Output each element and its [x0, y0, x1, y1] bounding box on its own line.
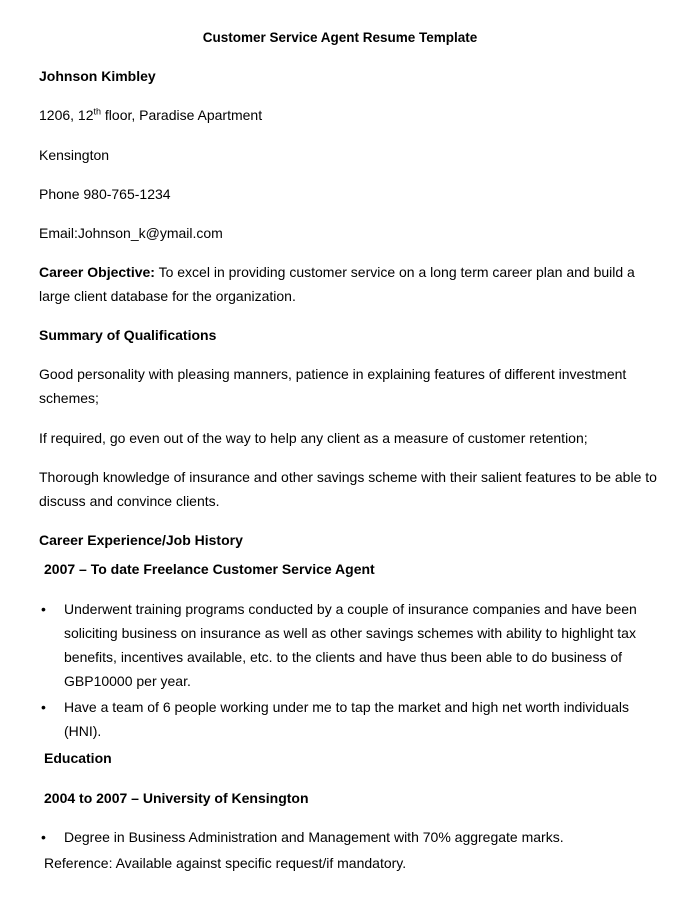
career-objective-text: To excel in providing customer service on a long term career plan and build a large client database for the organization. [39, 264, 635, 304]
address-line-1-prefix: 1206, 12 [39, 107, 94, 123]
list-item-text: Degree in Business Administration and Management with 70% aggregate marks. [64, 829, 564, 845]
education-bullet-list [39, 825, 649, 849]
candidate-name: Johnson Kimbley [39, 68, 156, 84]
list-item-text: Underwent training programs conducted by a couple of insurance companies and have been soliciting business on insurance as well as other savings schemes with ability to highlight tax benefits, incentives available, etc. to the clients and have thus been able to do business of GBP10000 per year. [64, 601, 637, 689]
summary-item: Good personality with pleasing manners, patience in explaining features of different investment schemes; [39, 366, 627, 406]
career-objective-label: Career Objective: [39, 264, 155, 280]
list-item [39, 597, 649, 693]
address-line-1 [39, 103, 262, 127]
summary-item: If required, go even out of the way to help any client as a measure of customer retention; [39, 430, 588, 446]
bullet-glyph: • [41, 601, 46, 617]
document-title: Customer Service Agent Resume Template [202, 30, 478, 45]
experience-bullet-list [39, 597, 649, 743]
education-heading: Education [44, 750, 112, 766]
summary-heading: Summary of Qualifications [39, 327, 217, 343]
bullet-glyph: • [41, 699, 46, 715]
address-ordinal-suffix: th [93, 106, 102, 117]
reference: Reference: Available against specific request/if mandatory. [44, 855, 407, 871]
education-entry-title: 2004 to 2007 – University of Kensington [44, 790, 309, 806]
summary-item: Thorough knowledge of insurance and other savings scheme with their salient features to be able to discuss and convince clients. [39, 469, 657, 509]
list-item [39, 825, 649, 849]
phone: Phone 980-765-1234 [39, 186, 171, 202]
address-line-2: Kensington [39, 147, 110, 163]
list-item [39, 695, 649, 743]
career-objective [39, 260, 664, 308]
experience-heading: Career Experience/Job History [39, 532, 243, 548]
list-item-text: Have a team of 6 people working under me to tap the market and high net worth individuals (HNI). [64, 699, 629, 739]
address-line-1-suffix: floor, Paradise Apartment [101, 107, 263, 123]
bullet-glyph: • [41, 829, 46, 845]
job-title: 2007 – To date Freelance Customer Service Agent [44, 561, 375, 577]
email: Email:Johnson_k@ymail.com [39, 225, 223, 241]
